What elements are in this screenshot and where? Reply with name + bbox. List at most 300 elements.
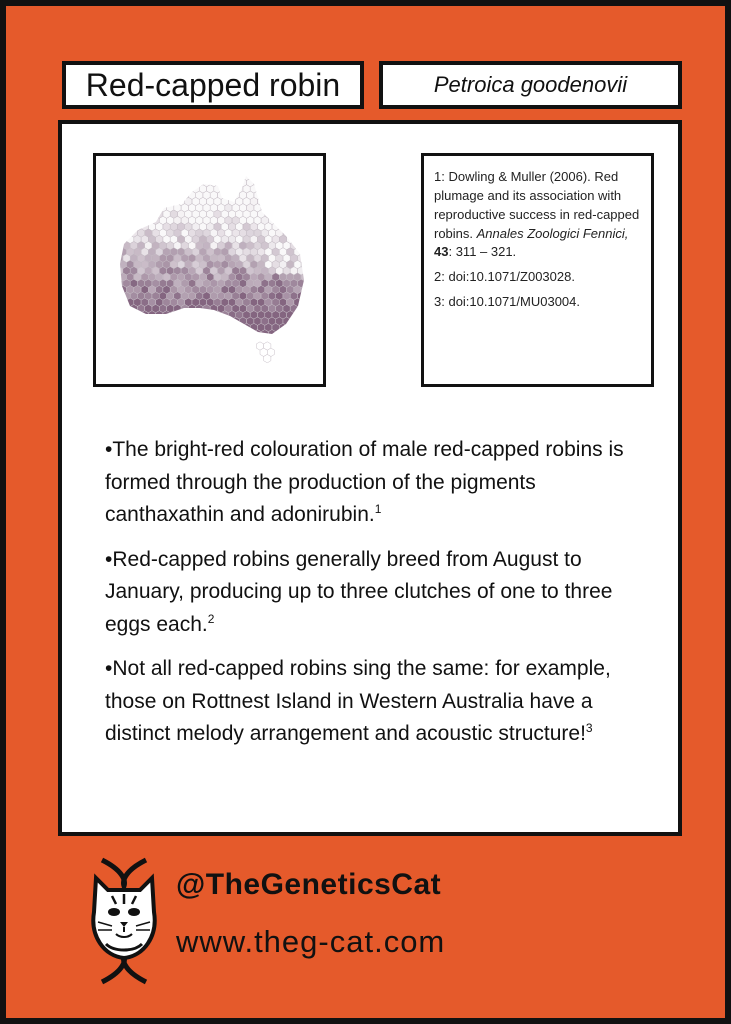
map-hex-cell bbox=[178, 323, 185, 331]
map-hex-cell bbox=[116, 229, 123, 237]
map-hex-cell bbox=[178, 172, 185, 180]
map-hex-cell bbox=[127, 223, 134, 231]
map-hex-cell bbox=[170, 172, 177, 180]
map-hex-cell bbox=[298, 204, 305, 212]
map-hex-cell bbox=[301, 260, 308, 268]
website-url[interactable]: www.theg-cat.com bbox=[176, 924, 446, 959]
map-hex-cell bbox=[108, 267, 115, 275]
map-hex-cell bbox=[298, 191, 305, 199]
map-hex-cell bbox=[287, 323, 294, 331]
map-hex-cell bbox=[294, 311, 301, 319]
map-hex-cell bbox=[301, 210, 308, 218]
map-hex-cell bbox=[214, 172, 221, 180]
map-hex-cell bbox=[207, 336, 214, 344]
map-hex-cell bbox=[254, 178, 261, 186]
map-hex-cell bbox=[152, 191, 159, 199]
map-hex-cell bbox=[112, 323, 119, 331]
map-hex-cell bbox=[236, 323, 243, 331]
map-hex-cell bbox=[181, 178, 188, 186]
map-hex-cell bbox=[123, 191, 130, 199]
map-hex-cell bbox=[236, 172, 243, 180]
map-hex-cell bbox=[283, 166, 290, 174]
map-hex-cell bbox=[294, 197, 301, 205]
reference-1: 1: Dowling & Muller (2006). Red plumage and its association with reproductive success in red-capped robins. Annales Zoologici Fennici, 43: 311 – 321. bbox=[434, 169, 640, 260]
map-hex-cell bbox=[301, 197, 308, 205]
map-hex-cell bbox=[199, 172, 206, 180]
map-hex-cell bbox=[298, 229, 305, 237]
map-hex-cell bbox=[127, 210, 134, 218]
map-hex-cell bbox=[290, 166, 297, 174]
map-hex-cell bbox=[159, 191, 166, 199]
map-hex-cell bbox=[156, 197, 163, 205]
map-hex-cell bbox=[116, 216, 123, 224]
map-hex-cell bbox=[305, 216, 312, 224]
map-hex-cell bbox=[301, 323, 308, 331]
map-hex-cell bbox=[130, 178, 137, 186]
map-hex-cell bbox=[294, 210, 301, 218]
map-hex-cell bbox=[145, 178, 152, 186]
map-hex-cell bbox=[163, 311, 170, 319]
map-hex-cell bbox=[178, 311, 185, 319]
map-hex-cell bbox=[127, 197, 134, 205]
map-hex-cell bbox=[188, 166, 195, 174]
map-hex-cell bbox=[305, 191, 312, 199]
map-hex-cell bbox=[276, 191, 283, 199]
map-hex-cell bbox=[167, 317, 174, 325]
map-hex-cell bbox=[112, 197, 119, 205]
map-hex-cell bbox=[290, 191, 297, 199]
map-hex-cell bbox=[287, 223, 294, 231]
map-hex-cell bbox=[112, 311, 119, 319]
map-hex-cell bbox=[258, 185, 265, 193]
map-hex-cell bbox=[127, 185, 134, 193]
map-hex-cell bbox=[232, 178, 239, 186]
map-hex-cell bbox=[301, 311, 308, 319]
map-hex-cell bbox=[116, 204, 123, 212]
map-hex-cell bbox=[167, 191, 174, 199]
map-hex-cell bbox=[119, 185, 126, 193]
map-hex-cell bbox=[167, 178, 174, 186]
map-hex-cell bbox=[294, 336, 301, 344]
map-hex-cell bbox=[112, 185, 119, 193]
map-hex-cell bbox=[207, 323, 214, 331]
map-hex-cell bbox=[185, 323, 192, 331]
map-hex-cell bbox=[301, 172, 308, 180]
map-hex-cell bbox=[272, 172, 279, 180]
common-name: Red-capped robin bbox=[85, 66, 341, 103]
common-name-box bbox=[62, 61, 364, 109]
map-hex-cell bbox=[199, 323, 206, 331]
map-hex-cell bbox=[294, 235, 301, 243]
map-hex-cell bbox=[218, 166, 225, 174]
map-hex-cell bbox=[225, 330, 232, 338]
map-hex-cell bbox=[279, 172, 286, 180]
map-hex-cell bbox=[163, 185, 170, 193]
map-hex-cell bbox=[108, 254, 115, 262]
facts-list bbox=[105, 434, 655, 763]
map-hex-cell-tasmania bbox=[264, 354, 271, 362]
map-hex-cell bbox=[243, 336, 250, 344]
map-hex-cell bbox=[301, 336, 308, 344]
fact-2: •Red-capped robins generally breed from August to January, producing up to three clutches of one to three eggs each.$^2$ bbox=[105, 547, 613, 636]
map-hex-cell bbox=[210, 304, 217, 312]
scientific-name: Petroica goodenovii bbox=[433, 72, 628, 97]
map-hex-cell bbox=[130, 166, 137, 174]
map-hex-cell bbox=[228, 172, 235, 180]
map-hex-cell bbox=[145, 191, 152, 199]
map-hex-cell bbox=[210, 330, 217, 338]
map-hex-cell bbox=[294, 223, 301, 231]
map-hex-cell bbox=[236, 336, 243, 344]
map-hex-cell bbox=[119, 235, 126, 243]
map-hex-cell bbox=[261, 204, 268, 212]
distribution-map-frame bbox=[93, 153, 326, 387]
map-hex-cell bbox=[272, 210, 279, 218]
map-hex-cell bbox=[279, 336, 286, 344]
map-hex-cell bbox=[152, 166, 159, 174]
map-hex-cell bbox=[298, 304, 305, 312]
map-hex-cell bbox=[221, 336, 228, 344]
info-panel bbox=[58, 120, 682, 836]
map-hex-cell bbox=[170, 311, 177, 319]
map-hex-cell bbox=[188, 178, 195, 186]
map-hex-cell bbox=[134, 311, 141, 319]
fact-1: •The bright-red colouration of male red-capped robins is formed through the production of the pigments canthaxathin and adonirubin.$^1$ bbox=[105, 438, 624, 527]
map-hex-cell bbox=[276, 216, 283, 224]
map-hex-cell bbox=[127, 336, 134, 344]
map-hex-cell bbox=[287, 185, 294, 193]
map-hex-cell bbox=[265, 172, 272, 180]
map-hex-cell bbox=[287, 172, 294, 180]
map-hex-cell bbox=[305, 292, 312, 300]
map-hex-cell bbox=[116, 178, 123, 186]
map-hex-cell bbox=[203, 317, 210, 325]
map-hex-cell bbox=[112, 298, 119, 306]
map-hex-cell bbox=[134, 197, 141, 205]
map-hex-cell bbox=[152, 178, 159, 186]
map-hex-cell bbox=[134, 185, 141, 193]
genetics-cat-logo-icon bbox=[82, 856, 166, 986]
map-hex-cell bbox=[210, 317, 217, 325]
map-hex-cell bbox=[301, 286, 308, 294]
map-hex-cell bbox=[145, 166, 152, 174]
map-hex-cell bbox=[247, 330, 254, 338]
map-hex-cell bbox=[305, 317, 312, 325]
map-hex-cell bbox=[196, 317, 203, 325]
map-hex-cell bbox=[148, 336, 155, 344]
map-hex-cell bbox=[148, 172, 155, 180]
map-hex-cell bbox=[214, 336, 221, 344]
map-hex-cell bbox=[130, 317, 137, 325]
map-hex-cell bbox=[185, 336, 192, 344]
map-hex-cell bbox=[116, 279, 123, 287]
map-hex-cell bbox=[181, 166, 188, 174]
map-hex-cell bbox=[156, 336, 163, 344]
map-hex-cell bbox=[196, 304, 203, 312]
map-hex-cell bbox=[283, 191, 290, 199]
map-hex-cell bbox=[116, 191, 123, 199]
map-hex-cell bbox=[279, 223, 286, 231]
map-hex-cell bbox=[159, 178, 166, 186]
fact-3: •Not all red-capped robins sing the same: for example, those on Rottnest Island in Western Australia have a distinct melody arrangement and acoustic structure!$^3$ bbox=[105, 657, 611, 746]
map-hex-cell bbox=[188, 304, 195, 312]
map-hex-cell bbox=[116, 292, 123, 300]
map-hex-cell bbox=[283, 216, 290, 224]
map-hex-cell bbox=[119, 210, 126, 218]
map-hex-cell bbox=[196, 330, 203, 338]
map-hex-cell bbox=[210, 166, 217, 174]
map-hex-cell bbox=[116, 317, 123, 325]
map-hex-cell bbox=[167, 330, 174, 338]
map-hex-cell bbox=[127, 311, 134, 319]
map-hex-cell bbox=[141, 311, 148, 319]
map-hex-cell bbox=[174, 330, 181, 338]
map-hex-cell bbox=[138, 191, 145, 199]
map-hex-cell bbox=[112, 172, 119, 180]
map-hex-cell bbox=[130, 330, 137, 338]
map-hex-cell bbox=[305, 330, 312, 338]
map-hex-cell bbox=[163, 172, 170, 180]
map-hex-cell bbox=[188, 330, 195, 338]
references-box bbox=[421, 153, 654, 387]
map-hex-cell bbox=[305, 204, 312, 212]
map-hex-cell bbox=[178, 336, 185, 344]
map-hex-cell bbox=[116, 166, 123, 174]
scientific-name-box bbox=[379, 61, 682, 109]
map-hex-cell bbox=[203, 304, 210, 312]
social-handle: @TheGeneticsCat bbox=[176, 868, 442, 901]
map-hex-cell bbox=[138, 216, 145, 224]
map-hex-cell bbox=[112, 336, 119, 344]
map-hex-cell bbox=[192, 311, 199, 319]
map-hex-cell bbox=[159, 166, 166, 174]
map-hex-cell bbox=[159, 330, 166, 338]
map-hex-cell bbox=[112, 235, 119, 243]
map-hex-cell bbox=[243, 323, 250, 331]
map-hex-cell bbox=[294, 185, 301, 193]
map-hex-cell bbox=[239, 330, 246, 338]
map-hex-cell bbox=[130, 304, 137, 312]
map-hex-cell bbox=[123, 330, 130, 338]
map-hex-cell bbox=[148, 323, 155, 331]
map-hex-cell bbox=[156, 185, 163, 193]
map-hex-cell bbox=[298, 178, 305, 186]
map-hex-cell bbox=[268, 178, 275, 186]
map-hex-cell bbox=[163, 336, 170, 344]
map-hex-cell bbox=[207, 172, 214, 180]
map-hex-cell bbox=[152, 317, 159, 325]
map-hex-cell bbox=[221, 172, 228, 180]
map-hex-cell bbox=[108, 191, 115, 199]
map-hex-cell bbox=[203, 330, 210, 338]
map-hex-cell bbox=[152, 330, 159, 338]
map-hex-cell bbox=[279, 197, 286, 205]
map-hex-cell bbox=[268, 191, 275, 199]
map-hex-cell bbox=[181, 317, 188, 325]
map-hex-cell bbox=[116, 330, 123, 338]
map-hex-cell bbox=[298, 330, 305, 338]
map-hex-cell bbox=[228, 336, 235, 344]
map-hex-cell bbox=[108, 317, 115, 325]
map-hex-cell bbox=[108, 204, 115, 212]
map-hex-cell bbox=[119, 298, 126, 306]
reference-3: 3: doi:10.1071/MU03004. bbox=[434, 294, 581, 310]
map-hex-cell bbox=[221, 185, 228, 193]
map-hex-cell bbox=[134, 323, 141, 331]
map-hex-cell bbox=[225, 166, 232, 174]
map-hex-cell bbox=[254, 166, 261, 174]
map-hex-cell bbox=[305, 178, 312, 186]
map-hex-cell bbox=[232, 330, 239, 338]
map-hex-cell bbox=[192, 323, 199, 331]
map-hex-cell bbox=[134, 336, 141, 344]
map-hex-cell bbox=[123, 216, 130, 224]
map-hex-cell bbox=[112, 248, 119, 256]
map-hex-cell bbox=[181, 330, 188, 338]
map-hex-cell bbox=[225, 191, 232, 199]
map-hex-cell bbox=[185, 311, 192, 319]
map-hex-cell bbox=[301, 235, 308, 243]
map-hex-cell bbox=[123, 166, 130, 174]
map-hex-cell bbox=[301, 185, 308, 193]
map-hex-cell bbox=[123, 317, 130, 325]
map-hex-cell bbox=[305, 241, 312, 249]
map-hex-cell bbox=[287, 210, 294, 218]
map-hex-cell bbox=[287, 336, 294, 344]
map-hex-cell bbox=[279, 323, 286, 331]
map-hex-cell bbox=[232, 317, 239, 325]
map-hex-cell bbox=[112, 260, 119, 268]
map-hex-cell bbox=[141, 172, 148, 180]
map-hex-cell bbox=[178, 185, 185, 193]
map-hex-cell bbox=[174, 304, 181, 312]
map-hex-cell bbox=[276, 166, 283, 174]
map-hex-cell bbox=[159, 317, 166, 325]
map-hex-cell bbox=[283, 178, 290, 186]
map-hex-cell bbox=[232, 166, 239, 174]
map-hex-cell bbox=[108, 216, 115, 224]
map-hex-cell bbox=[156, 172, 163, 180]
map-hex-cell bbox=[305, 279, 312, 287]
map-hex-cell bbox=[305, 166, 312, 174]
map-hex-cell bbox=[221, 311, 228, 319]
map-hex-cell bbox=[254, 330, 261, 338]
map-hex-cell bbox=[218, 330, 225, 338]
map-hex-cell bbox=[250, 336, 257, 344]
map-hex-cell bbox=[250, 172, 257, 180]
map-hex-cell bbox=[272, 197, 279, 205]
map-hex-cell bbox=[148, 311, 155, 319]
map-hex-cell bbox=[283, 330, 290, 338]
map-hex-cell bbox=[108, 304, 115, 312]
map-hex-cell bbox=[287, 197, 294, 205]
map-hex-cell bbox=[261, 330, 268, 338]
map-hex-cell bbox=[156, 323, 163, 331]
map-hex-cell bbox=[174, 191, 181, 199]
map-hex-cell bbox=[294, 172, 301, 180]
map-hex-cell bbox=[112, 286, 119, 294]
map-hex-cell bbox=[218, 178, 225, 186]
reference-2: 2: doi:10.1071/Z003028. bbox=[434, 269, 575, 285]
map-hex-cell bbox=[276, 204, 283, 212]
map-hex-cell bbox=[108, 229, 115, 237]
map-hex-cell bbox=[305, 229, 312, 237]
map-hex-cell bbox=[174, 317, 181, 325]
map-hex-cell bbox=[170, 323, 177, 331]
map-hex-cell bbox=[268, 204, 275, 212]
map-hex-cell bbox=[108, 292, 115, 300]
map-hex-cell bbox=[119, 323, 126, 331]
map-hex-cell bbox=[199, 336, 206, 344]
map-hex-cell bbox=[290, 178, 297, 186]
map-hex-cell bbox=[272, 336, 279, 344]
map-hex-cell bbox=[225, 178, 232, 186]
map-hex-cell bbox=[108, 279, 115, 287]
map-hex-cell bbox=[119, 223, 126, 231]
map-hex-cell bbox=[290, 204, 297, 212]
map-hex-cell bbox=[130, 191, 137, 199]
map-hex-cell bbox=[112, 210, 119, 218]
map-hex-cell bbox=[123, 204, 130, 212]
map-hex-cell bbox=[145, 317, 152, 325]
map-hex-cell bbox=[119, 311, 126, 319]
map-hex-cell bbox=[138, 166, 145, 174]
map-hex-cell bbox=[119, 172, 126, 180]
map-hex-cell bbox=[167, 166, 174, 174]
map-hex-cell bbox=[141, 210, 148, 218]
map-hex-cell bbox=[145, 216, 152, 224]
map-hex-cell bbox=[185, 172, 192, 180]
map-hex-cell bbox=[174, 178, 181, 186]
map-hex-cell bbox=[298, 216, 305, 224]
map-hex-cell bbox=[174, 166, 181, 174]
map-hex-cell bbox=[290, 229, 297, 237]
map-hex-cell bbox=[279, 210, 286, 218]
map-hex-cell bbox=[141, 323, 148, 331]
map-hex-cell bbox=[290, 216, 297, 224]
map-hex-cell bbox=[138, 330, 145, 338]
map-hex-cell bbox=[239, 166, 246, 174]
map-hex-cell bbox=[305, 254, 312, 262]
map-hex-cell bbox=[138, 178, 145, 186]
map-hex-cell bbox=[170, 197, 177, 205]
map-hex-cell bbox=[108, 241, 115, 249]
map-hex-cell bbox=[268, 166, 275, 174]
map-hex-cell bbox=[214, 323, 221, 331]
map-hex-cell bbox=[192, 336, 199, 344]
map-hex-cell bbox=[188, 317, 195, 325]
map-hex-cell bbox=[196, 166, 203, 174]
map-hex-cell bbox=[108, 178, 115, 186]
map-hex-cell bbox=[119, 336, 126, 344]
map-hex-cell bbox=[199, 311, 206, 319]
map-hex-cell bbox=[123, 229, 130, 237]
map-hex-cell bbox=[298, 317, 305, 325]
map-hex-cell bbox=[141, 197, 148, 205]
map-hex-cell bbox=[261, 178, 268, 186]
map-hex-cell bbox=[298, 241, 305, 249]
map-hex-cell bbox=[261, 166, 268, 174]
map-hex-cell bbox=[185, 185, 192, 193]
map-hex-cell bbox=[170, 185, 177, 193]
map-hex-cell bbox=[283, 204, 290, 212]
map-hex-cell bbox=[148, 210, 155, 218]
map-hex-cell bbox=[123, 178, 130, 186]
map-hex-cell bbox=[290, 330, 297, 338]
map-hex-cell bbox=[276, 330, 283, 338]
map-hex-cell bbox=[181, 304, 188, 312]
map-hex-cell bbox=[221, 323, 228, 331]
